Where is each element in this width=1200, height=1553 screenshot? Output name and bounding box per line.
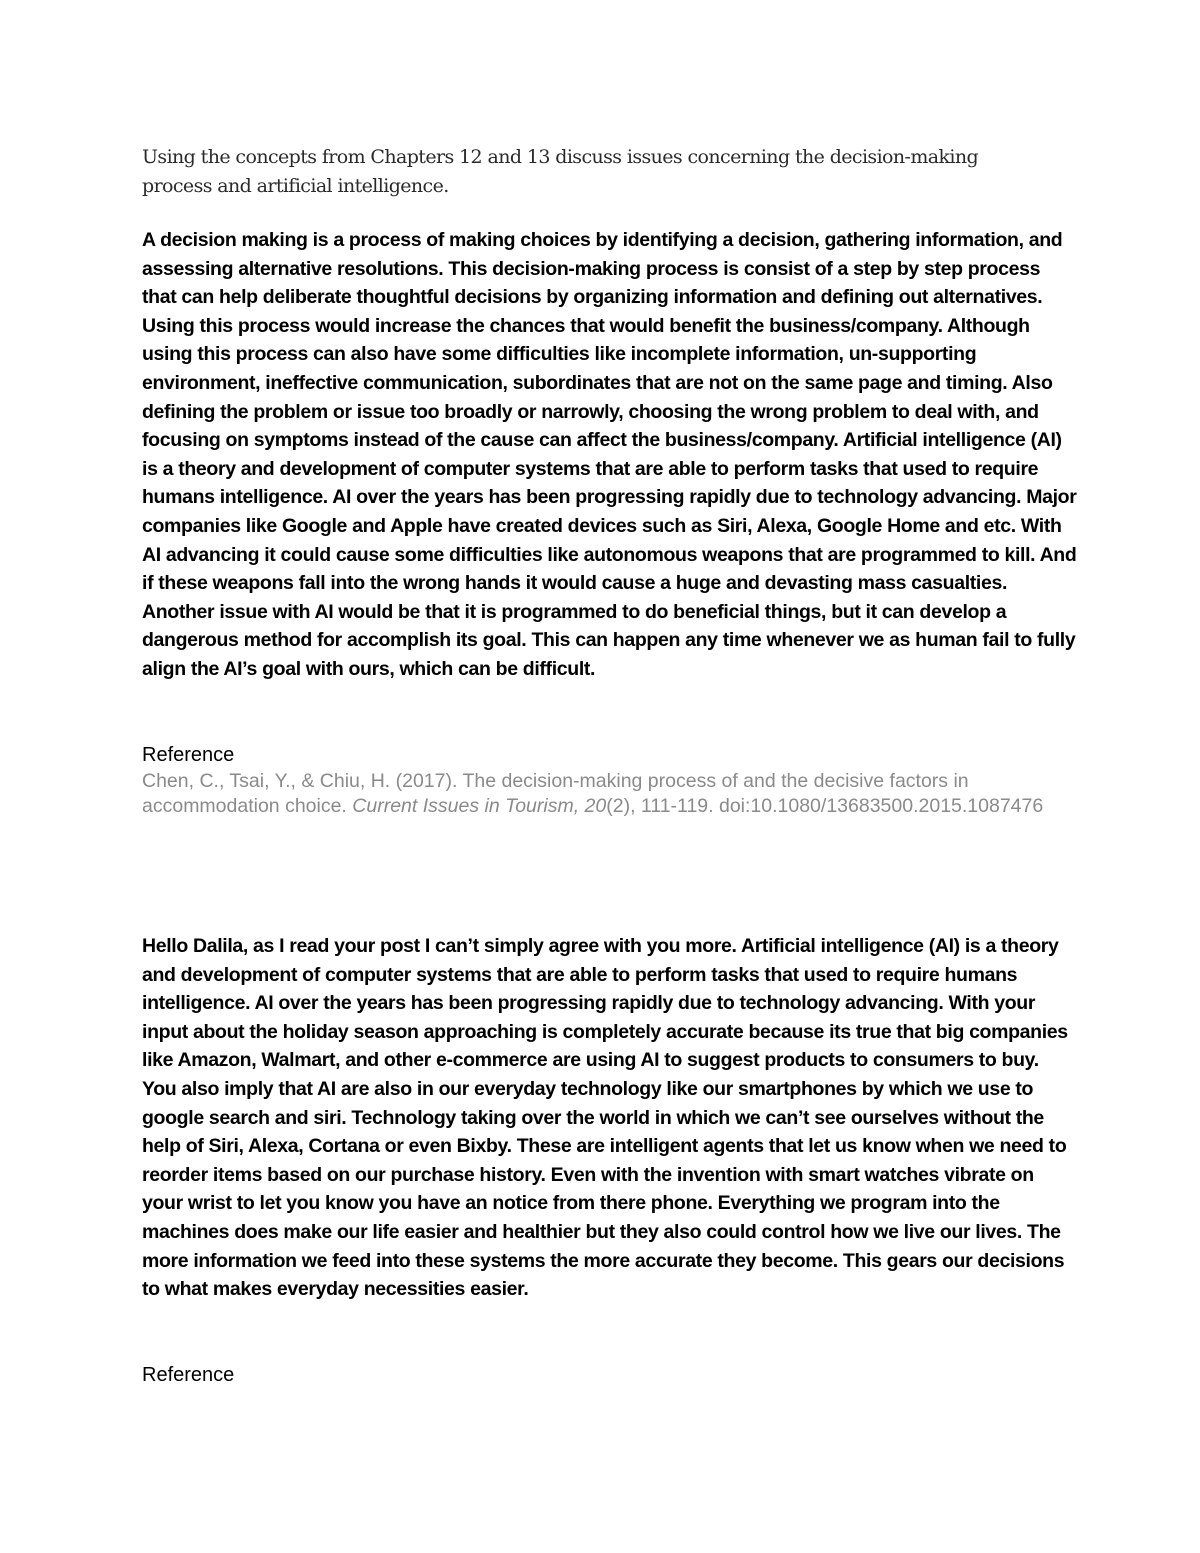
citation-lead: Chen, C., Tsai, Y., & Chiu, H. (2017). The decision-making process of and the decisive factors in accommodation choice.: [142, 770, 969, 817]
citation-tail: (2), 111-119. doi:10.1080/13683500.2015.1087476: [606, 794, 1044, 817]
reply-paragraph: Hello Dalila, as I read your post I can’t simply agree with you more. Artificial intelligence (AI) is a theory and development of computer systems that are able to perform tasks that used to require humans intelligence. AI over the years has been progressing rapidly due to technology advancing. With your input about the holiday season approaching is completely accurate because its true that big companies like Amazon, Walmart, and other e-commerce are using AI to suggest products to consumers to buy. You also imply that AI are also in our everyday technology like our smartphones by which we use to google search and siri. Technology taking over the world in which we can’t see ourselves without the help of Siri, Alexa, Cortana or even Bixby. These are intelligent agents that let us know when we need to reorder items based on our purchase history. Even with the invention with smart watches vibrate on your wrist to let you know you have an notice from there phone. Everything we program into the machines does make our life easier and healthier but they also could control how we live our lives. The more information we feed into these systems the more accurate they become. This gears our decisions to what makes everyday necessities easier.: [142, 935, 1068, 1301]
reference-citation: [142, 769, 1072, 818]
assignment-prompt: Using the concepts from Chapters 12 and 13 discuss issues concerning the decision-making process and artificial intelligence.: [142, 146, 979, 197]
citation-journal: Current Issues in Tourism, 20: [352, 794, 607, 817]
reply-reference-heading: Reference: [142, 1364, 235, 1386]
discussion-post-paragraph: A decision making is a process of making choices by identifying a decision, gathering information, and assessing alternative resolutions. This decision-making process is consist of a step by step process that can help deliberate thoughtful decisions by organizing information and defining out alternatives. Using this process would increase the chances that would benefit the business/company. Although using this process can also have some difficulties like incomplete information, un-supporting environment, ineffective communication, subordinates that are not on the same page and timing. Also defining the problem or issue too broadly or narrowly, choosing the wrong problem to deal with, and focusing on symptoms instead of the cause can affect the business/company. Artificial intelligence (AI) is a theory and development of computer systems that are able to perform tasks that used to require humans intelligence. AI over the years has been progressing rapidly due to technology advancing. Major companies like Google and Apple have created devices such as Siri, Alexa, Google Home and etc. With AI advancing it could cause some difficulties like autonomous weapons that are programmed to kill. And if these weapons fall into the wrong hands it would cause a huge and devasting mass casualties. Another issue with AI would be that it is programmed to do beneficial things, but it can develop a dangerous method for accomplish its goal. This can happen any time whenever we as human fail to fully align the AI’s goal with ours, which can be difficult.: [142, 229, 1077, 680]
reference-heading: Reference: [142, 744, 235, 766]
